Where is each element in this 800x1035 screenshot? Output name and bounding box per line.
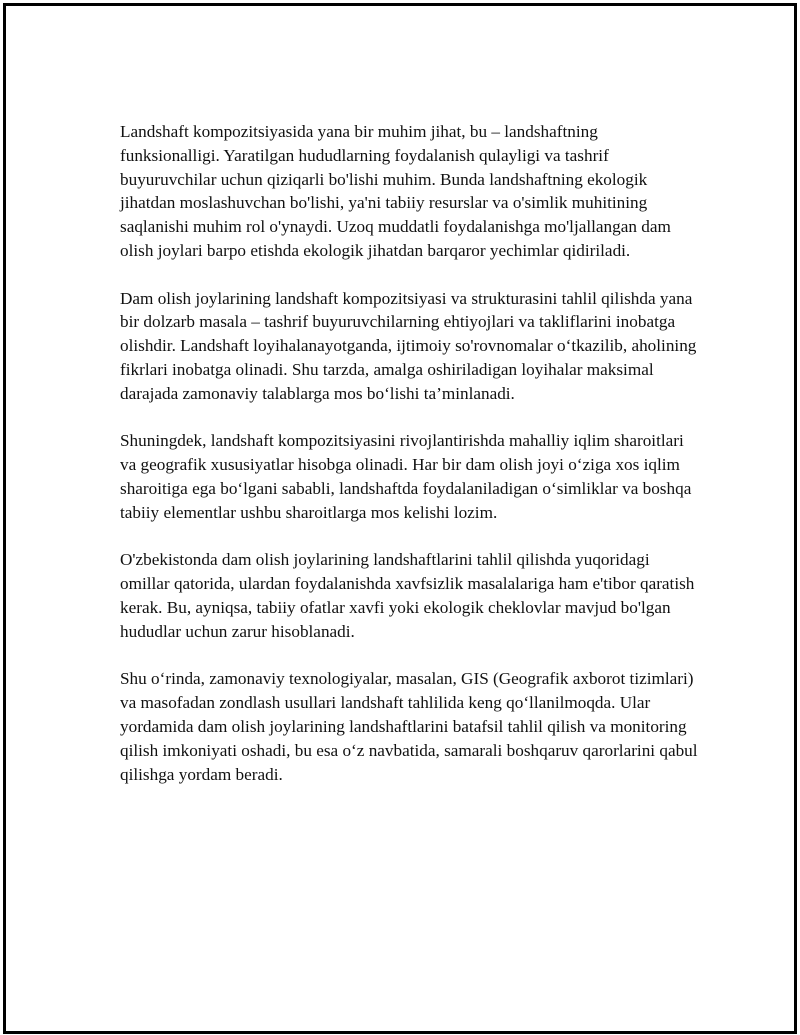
page-border bbox=[3, 3, 797, 1034]
paragraph-visitor-needs: Dam olish joylarining landshaft kompozitsiyasi va strukturasini tahlil qilishda yana bir dolzarb masala – tashrif buyuruvchilarning ehtiyojlari va takliflarini inobatga olishdir. Landshaft loyihalanayotganda, ijtimoiy so'rovnomalar o‘tkazilib, aholining fikrlari inobatga olinadi. Shu tarzda, amalga oshiriladigan loyihalar maksimal darajada zamonaviy talablarga mos bo‘lishi ta’minlanadi. bbox=[120, 288, 697, 403]
paragraph-climate-conditions: Shuningdek, landshaft kompozitsiyasini rivojlantirishda mahalliy iqlim sharoitlari va geografik xususiyatlar hisobga olinadi. Har bir dam olish joyi o‘ziga xos iqlim sharoitiga ega bo‘lgani sababli, landshaftda foydalaniladigan o‘simliklar va boshqa tabiiy elementlar ushbu sharoitlarga mos kelishi lozim. bbox=[120, 431, 692, 522]
paragraph-functionality: Landshaft kompozitsiyasida yana bir muhim jihat, bu – landshaftning funksionalligi. Yaratilgan hududlarning foydalanish qulayligi va tashrif buyuruvchilar uchun qiziqarli bo'lishi muhim. Bunda landshaftning ekologik jihatdan moslashuvchan bo'lishi, ya'ni tabiiy resurslar va o'simlik muhitining saqlanishi muhim rol o'ynaydi. Uzoq muddatli foydalanishga mo'ljallangan dam olish joylari barpo etishda ekologik jihatdan barqaror yechimlar qidiriladi. bbox=[120, 122, 671, 260]
paragraph-technologies: Shu o‘rinda, zamonaviy texnologiyalar, masalan, GIS (Geografik axborot tizimlari) va masofadan zondlash usullari landshaft tahlilida keng qo‘llanilmoqda. Ular yordamida dam olish joylarining landshaftlarini batafsil tahlil qilish va monitoring qilish imkoniyati oshadi, bu esa o‘z navbatida, samarali boshqaruv qarorlarini qabul qilishga yordam beradi. bbox=[120, 669, 698, 784]
document-body bbox=[120, 120, 700, 810]
paragraph-safety: O'zbekistonda dam olish joylarining landshaftlarini tahlil qilishda yuqoridagi omillar qatorida, ulardan foydalanishda xavfsizlik masalalariga ham e'tibor qaratish kerak. Bu, ayniqsa, tabiiy ofatlar xavfi yoki ekologik cheklovlar mavjud bo'lgan hududlar uchun zarur hisoblanadi. bbox=[120, 550, 695, 641]
